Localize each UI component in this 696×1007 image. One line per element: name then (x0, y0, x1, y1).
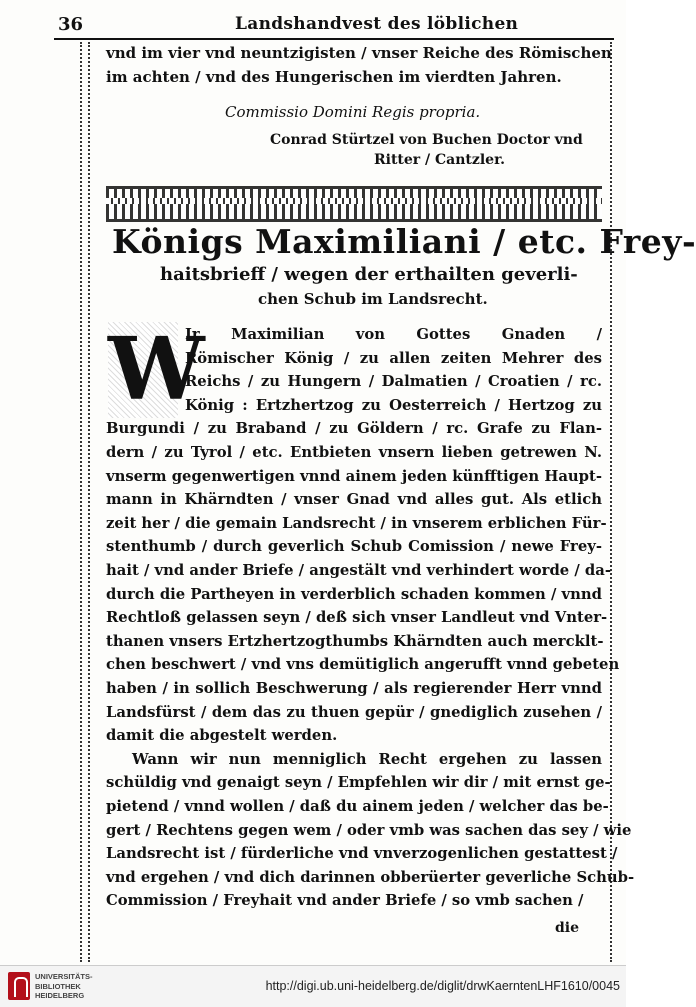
body-line: haben / in sollich Beschwerung / als regierender Herr vnnd (106, 680, 602, 697)
body-line: Reichs / zu Hungern / Dalmatien / Croatien / rc. (185, 373, 602, 391)
body-line: hait / vnd ander Briefe / angestält vnd verhindert worde / da- (106, 562, 611, 579)
header-rule (54, 38, 614, 40)
body-line: Commission / Freyhait vnd ander Briefe / so vmb sachen / (106, 892, 584, 910)
body-line: vnserm gegenwertigen vnnd ainem jeden künfftigen Haupt- (106, 467, 602, 485)
body-line: schüldig vnd genaigt seyn / Empfehlen wir dir / mit ernst ge- (106, 774, 611, 792)
university-seal-icon (8, 972, 30, 1000)
signature-line: Conrad Stürtzel von Buchen Doctor vnd (270, 132, 583, 148)
ornamental-band (106, 186, 602, 222)
page-number: 36 (58, 14, 84, 35)
signature-line: Ritter / Cantzler. (374, 152, 506, 168)
body-line: Ir Maximilian von Gottes Gnaden / (185, 326, 602, 343)
body-line: Römischer König / zu allen zeiten Mehrer des (185, 349, 602, 367)
opening-line: vnd im vier vnd neuntzigisten / vnser Reiche des Römischen (106, 44, 612, 62)
margin-rule-left (80, 42, 82, 962)
opening-line: im achten / vnd des Hungerischen im vierdten Jahren. (106, 68, 562, 86)
body-line: chen beschwert / vnd vns demütiglich angerufft vnnd gebeten (106, 656, 620, 674)
body-line: durch die Partheyen in verderblich schaden kommen / vnnd (106, 585, 602, 603)
body-line: pietend / vnnd wollen / daß du ainem jeden / welcher das be- (106, 798, 609, 815)
body-line: dern / zu Tyrol / etc. Entbieten vnsern lieben getrewen N. (106, 444, 602, 461)
body-line: mann in Khärndten / vnser Gnad vnd alles gut. Als etlich (106, 491, 602, 509)
body-line: Rechtloß gelassen seyn / deß sich vnser Landleut vnd Vnter- (106, 609, 608, 627)
decorated-initial: W (108, 319, 205, 420)
margin-rule-left-inner (88, 42, 90, 962)
body-line: Landsrecht ist / fürderliche vnd vnverzogenlichen gestattest / (106, 845, 618, 863)
source-url[interactable]: http://digi.ub.uni-heidelberg.de/diglit/drwKaerntenLHF1610/0045 (265, 979, 620, 993)
body-line: Burgundi / zu Braband / zu Göldern / rc. Grafe zu Flan- (106, 420, 602, 438)
body-line: Wann wir nun menniglich Recht ergehen zu lassen (132, 750, 602, 768)
body-line: damit die abgestelt werden. (106, 727, 338, 745)
body-line: Landsfürst / dem das zu thuen gepür / gnediglich zusehen / (106, 703, 602, 721)
running-title: Landshandvest des löblichen (235, 14, 519, 34)
body-line: stenthumb / durch geverlich Schub Comission / newe Frey- (106, 538, 602, 556)
section-subtitle: chen Schub im Landsrecht. (258, 290, 488, 308)
section-subtitle: haitsbrieff / wegen der erthailten geverli- (160, 264, 578, 285)
body-line: thanen vnsers Ertzhertzogthumbs Khärndten auch mercklt- (106, 632, 604, 650)
body-line: König : Ertzhertzog zu Oesterreich / Hertzog zu (185, 396, 602, 414)
section-title: Königs Maximiliani / etc. Frey- (112, 222, 696, 261)
library-logo-text: UNIVERSITÄTS- BIBLIOTHEK HEIDELBERG (35, 972, 93, 1000)
commissio-line: Commissio Domini Regis propria. (225, 103, 481, 121)
body-line: vnd ergehen / vnd dich darinnen obberüerter geverliche Schub- (106, 868, 635, 886)
catchword: die (555, 920, 580, 936)
body-line: zeit her / die gemain Landsrecht / in vnserem erblichen Für- (106, 514, 607, 532)
library-footer (0, 965, 626, 1007)
body-line: gert / Rechtens gegen wem / oder vmb was sachen das sey / wie (106, 821, 632, 839)
